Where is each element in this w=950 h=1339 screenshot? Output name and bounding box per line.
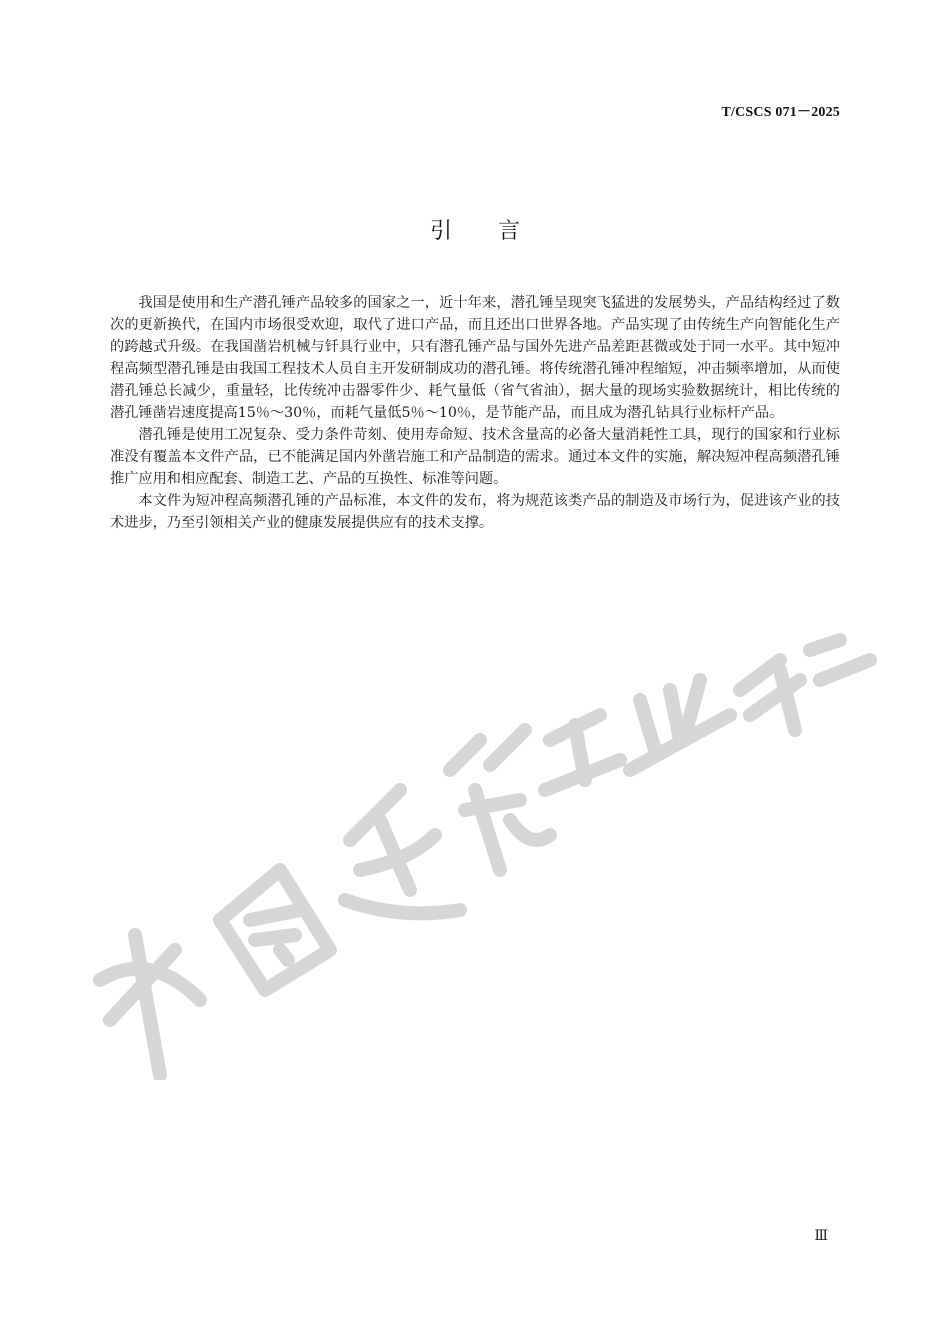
page-title: 引言 bbox=[429, 219, 566, 244]
paragraph-2: 潜孔锤是使用工况复杂、受力条件苛刻、使用寿命短、技术含量高的必备大量消耗性工具，现行的国家和行业标准没有覆盖本文件产品，已不能满足国内外凿岩施工和产品制造的需求。通过本文件的实施，解决短冲程高频潜孔锤推广应用和相应配套、制造工艺、产品的互换性、标准等问题。 bbox=[110, 427, 840, 487]
page-number: Ⅲ bbox=[814, 1229, 828, 1244]
paragraph-3: 本文件为短冲程高频潜孔锤的产品标准，本文件的发布，将为规范该类产品的制造及市场行为，促进该产业的技术进步，乃至引领相关产业的健康发展提供应有的技术支撑。 bbox=[110, 493, 840, 531]
document-code: T/CSCS 071－2025 bbox=[721, 105, 840, 120]
paragraph-1: 我国是使用和生产潜孔锤产品较多的国家之一，近十年来，潜孔锤呈现突飞猛进的发展势头，产品结构经过了数次的更新换代，在国内市场很受欢迎，取代了进口产品，而且还出口世界各地。产品实现了由传统生产向智能化生产的跨越式升级。在我国凿岩机械与钎具行业中，只有潜孔锤产品与国外先进产品差距甚微或处于同一水平。其中短冲程高频型潜孔锤是由我国工程技术人员自主开发研制成功的潜孔锤。将传统潜孔锤冲程缩短，冲击频率增加，从而使潜孔锤总长减少，重量轻，比传统冲击器零件少、耗气量低（省气省油），据大量的现场实验数据统计，相比传统的潜孔锤凿岩速度提高15％～30％，而耗气量低5％～10％，是节能产品，而且成为潜孔钻具行业标杆产品。 bbox=[110, 295, 840, 421]
introduction-body bbox=[110, 292, 840, 534]
publisher-watermark bbox=[80, 620, 880, 1080]
